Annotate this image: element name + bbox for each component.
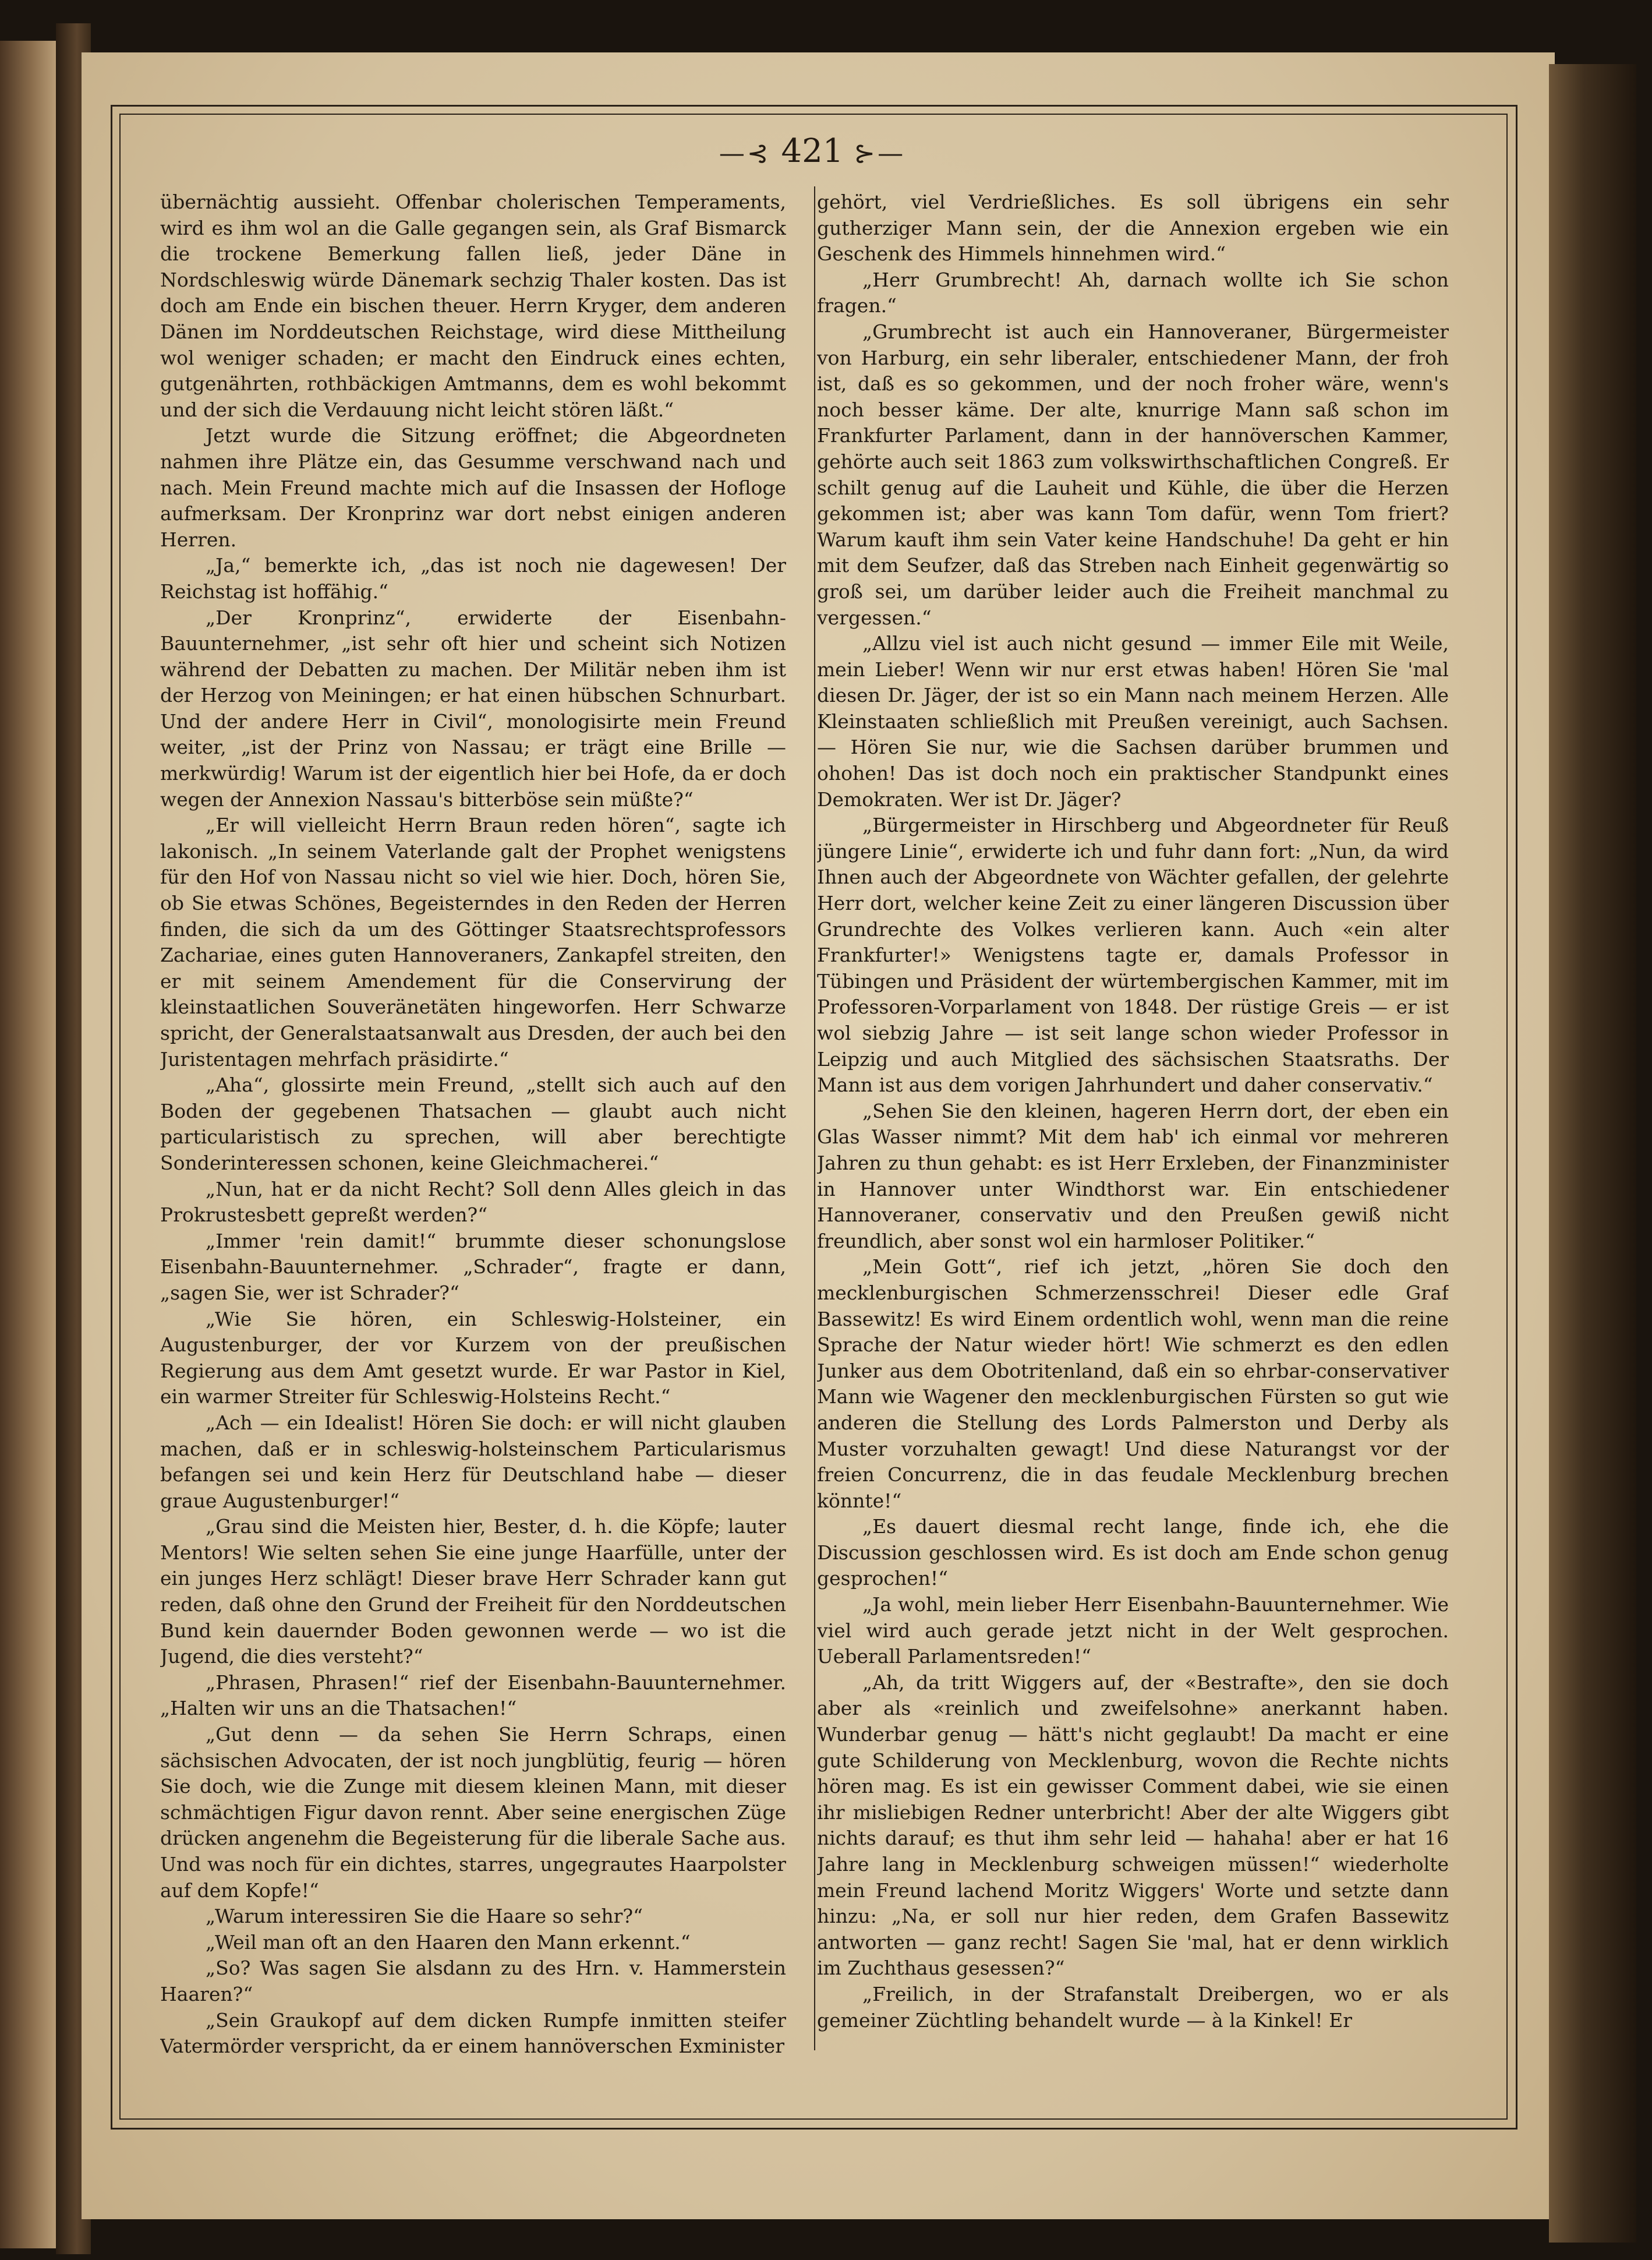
paragraph: „Gut denn — da sehen Sie Herrn Schraps, einen sächsischen Advocaten, der ist noch jungblütig, feurig — hören Sie doch, wie die Zunge mit diesem kleinen Mann, mit dieser schmächtigen Figur davon rennt. Aber seine energischen Züge drücken angenehm die Begeisterung für die liberale Sache aus. Und was noch für ein dichtes, starres, ungegrautes Haarpolster auf dem Kopfe!“ [160,1723,786,1902]
paragraph: „Sein Graukopf auf dem dicken Rumpfe inmitten steifer Vatermörder verspricht, da er einem hannöverschen Exminister [160,2008,786,2058]
right-text-column [817,189,1449,2100]
paragraph: „Allzu viel ist auch nicht gesund — immer Eile mit Weile, mein Lieber! Wenn wir nur erst etwas haben! Hören Sie 'mal diesen Dr. Jäger, der ist so ein Mann nach meinem Herzen. Alle Kleinstaaten schließlich mit Preußen vereinigt, auch Sachsen. — Hören Sie nur, wie die Sachsen darüber brummen und ohohen! Das ist doch noch ein praktischer Standpunkt eines Demokraten. Wer ist Dr. Jäger? [817,632,1449,811]
paragraph: gehört, viel Verdrießliches. Es soll übrigens ein sehr gutherziger Mann sein, der die Annexion ergeben wie ein Geschenk des Himmels hinnehmen wird.“ [817,190,1449,266]
paragraph: „Nun, hat er da nicht Recht? Soll denn Alles gleich in das Prokrustesbett gepreßt werden?“ [160,1177,786,1227]
page-stack-edge [1549,64,1636,2243]
paragraph: „Ja,“ bemerkte ich, „das ist noch nie dagewesen! Der Reichstag ist hoffähig.“ [160,554,786,603]
paragraph: übernächtig aussieht. Offenbar cholerischen Temperaments, wird es ihm wol an die Galle gegangen sein, als Graf Bismarck die trockene Bemerkung fallen ließ, jeder Däne in Nordschleswig würde Dänemark sechzig Thaler kosten. Das ist doch am Ende ein bischen theuer. Herrn Kryger, dem anderen Dänen im Norddeutschen Reichstage, wird diese Mittheilung wol weniger schaden; er macht den Eindruck eines echten, gutgenährten, rothbäckigen Amtmanns, dem es wohl bekommt und der sich die Verdauung nicht leicht stören läßt.“ [160,190,786,421]
paragraph: „Warum interessiren Sie die Haare so sehr?“ [206,1905,643,1928]
paragraph: „Immer 'rein damit!“ brummte dieser schonungslose Eisenbahn-Bauunternehmer. „Schrader“, fragte er dann, „sagen Sie, wer ist Schrader?“ [160,1229,786,1304]
paragraph: „Bürgermeister in Hirschberg und Abgeordneter für Reuß jüngere Linie“, erwiderte ich und fuhr dann fort: „Nun, da wird Ihnen auch der Abgeordnete von Wächter gefallen, der gelehrte Herr dort, welcher keine Zeit zu einer längeren Discussion über Grundrechte des Volkes verlieren kann. Auch «ein alter Frankfurter!» Wenigstens tagte er, damals Professor in Tübingen und Präsident der würtembergischen Kammer, mit im Professoren-Vorparlament von 1848. Der rüstige Greis — er ist wol siebzig Jahre — ist seit lange schon wieder Professor in Leipzig und auch Mitglied des sächsischen Staatsraths. Der Mann ist aus dem vorigen Jahrhundert und daher conservativ.“ [817,814,1449,1097]
paragraph: „So? Was sagen Sie alsdann zu des Hrn. v. Hammerstein Haaren?“ [160,1957,786,2005]
paragraph: Jetzt wurde die Sitzung eröffnet; die Abgeordneten nahmen ihre Plätze ein, das Gesumme verschwand nach und nach. Mein Freund machte mich auf die Insassen der Hofloge aufmerksam. Der Kronprinz war dort nebst einigen anderen Herren. [160,424,786,551]
paragraph: „Ja wohl, mein lieber Herr Eisenbahn-Bauunternehmer. Wie viel wird auch gerade jetzt nicht in der Welt gesprochen. Ueberall Parlamentsreden!“ [817,1593,1449,1668]
paragraph: „Es dauert diesmal recht lange, finde ich, ehe die Discussion geschlossen wird. Es ist doch am Ende schon genug gesprochen!“ [817,1515,1449,1590]
column-divider [814,186,815,2050]
paragraph: „Grau sind die Meisten hier, Bester, d. h. die Köpfe; lauter Mentors! Wie selten sehen Sie eine junge Haarfülle, unter der ein junges Herz schlägt! Dieser brave Herr Schrader kann gut reden, daß ohne den Grund der Freiheit für den Norddeutschen Bund kein dauernder Boden gewonnen werde — wo ist die Jugend, die dies versteht?“ [160,1515,786,1668]
paragraph: „Freilich, in der Strafanstalt Dreibergen, wo er als gemeiner Züchtling behandelt wurde — à la Kinkel! Er [817,1982,1449,2032]
paragraph: „Wie Sie hören, ein Schleswig-Holsteiner, ein Augustenburger, der vor Kurzem von der preußischen Regierung aus dem Amt gesetzt wurde. Er war Pastor in Kiel, ein warmer Streiter für Schleswig-Holsteins Recht.“ [160,1307,786,1408]
header-ornament-left: —⊰ [719,139,771,168]
paragraph: „Ach — ein Idealist! Hören Sie doch: er will nicht glauben machen, daß er in schleswig-holsteinschem Particularismus befangen sei und kein Herz für Deutschland habe — dieser graue Augustenburger!“ [160,1411,786,1512]
page-header [119,125,1505,178]
header-ornament-right: ⊱— [854,139,906,168]
page-number: 421 [781,132,844,170]
paragraph: „Sehen Sie den kleinen, hageren Herrn dort, der eben ein Glas Wasser nimmt? Mit dem hab' ich einmal vor mehreren Jahren zu thun gehabt: es ist Herr Erxleben, der Finanzminister in Hannover unter Windthorst war. Ein entschiedener Hannoveraner, conservativ und den Preußen gewiß nicht freundlich, aber sonst wol ein harmloser Politiker.“ [817,1099,1449,1252]
paragraph: „Phrasen, Phrasen!“ rief der Eisenbahn-Bauunternehmer. „Halten wir uns an die Thatsachen!“ [160,1671,786,1720]
paragraph: „Mein Gott“, rief ich jetzt, „hören Sie doch den mecklenburgischen Schmerzensschrei! Dieser edle Graf Bassewitz! Es wird Einem ordentlich wohl, wenn man die reine Sprache der Natur wieder hört! Wie schmerzt es den edlen Junker aus dem Obotritenland, daß ein so ehrbar-conservativer Mann wie Wagener den mecklenburgischen Fürsten so gut wie anderen die Stellung des Lords Palmerston und Derby als Muster vorzuhalten gewagt! Und diese Naturangst vor der freien Concurrenz, die in das feudale Mecklenburg brechen könnte!“ [817,1255,1449,1512]
left-text-column [160,189,786,2100]
paragraph: „Der Kronprinz“, erwiderte der Eisenbahn-Bauunternehmer, „ist sehr oft hier und scheint sich Notizen während der Debatten zu machen. Der Militär neben ihm ist der Herzog von Meiningen; er hat einen hübschen Schnurbart. Und der andere Herr in Civil“, monologisirte mein Freund weiter, „ist der Prinz von Nassau; er trägt eine Brille — merkwürdig! Warum ist der eigentlich hier bei Hofe, da er doch wegen der Annexion Nassau's bitterböse sein müßte?“ [160,606,786,811]
paragraph: „Grumbrecht ist auch ein Hannoveraner, Bürgermeister von Harburg, ein sehr liberaler, entschiedener Mann, der froh ist, daß es so gekommen, und der noch froher wäre, wenn's noch besser käme. Der alte, knurrige Mann saß schon im Frankfurter Parlament, dann in der hannöverschen Kammer, gehörte auch seit 1863 zum volkswirthschaftlichen Congreß. Er schilt genug auf die Lauheit und Kühle, die über die Herzen gekommen ist; aber was kann Tom dafür, wenn Tom friert? Warum kauft ihm sein Vater keine Handschuhe! Da geht er hin mit dem Seufzer, daß das Streben nach Einheit gegenwärtig so groß sei, um darüber leider auch die Freiheit manchmal zu vergessen.“ [817,320,1449,629]
paragraph: „Aha“, glossirte mein Freund, „stellt sich auch auf den Boden der gegebenen Thatsachen — glaubt auch nicht particularistisch zu sprechen, will aber berechtigte Sonderinteressen schonen, keine Gleichmacherei.“ [160,1074,786,1174]
paragraph: „Weil man oft an den Haaren den Mann erkennt.“ [206,1930,691,1954]
paragraph: „Herr Grumbrecht! Ah, darnach wollte ich Sie schon fragen.“ [817,268,1449,317]
paragraph: „Er will vielleicht Herrn Braun reden hören“, sagte ich lakonisch. „In seinem Vaterlande galt der Prophet wenigstens für den Hof von Nassau nicht so viel wie hier. Doch, hören Sie, ob Sie etwas Schönes, Begeisterndes in den Reden der Herren finden, die sich da um des Göttinger Staatsrechtsprofessors Zachariae, eines guten Hannoveraners, Zankapfel streiten, den er mit seinem Amendement für die Conservirung der kleinstaatlichen Souveränetäten hingeworfen. Herr Schwarze spricht, der Generalstaatsanwalt aus Dresden, der auch bei den Juristentagen mehrfach präsidirte.“ [160,814,786,1071]
paragraph: „Ah, da tritt Wiggers auf, der «Bestrafte», den sie doch aber als «reinlich und zweifelsohne» anerkannt haben. Wunderbar genug — hätt's nicht geglaubt! Da macht er eine gute Schilderung von Mecklenburg, wovon die Rechte nichts hören mag. Es ist ein gewisser Comment dabei, wie sie einen ihr misliebigen Redner unterbricht! Aber der alte Wiggers gibt nichts darauf; es thut ihm sehr leid — hahaha! aber er hat 16 Jahre lang in Mecklenburg schweigen müssen!“ wiederholte mein Freund lachend Moritz Wiggers' Worte und setzte dann hinzu: „Na, er soll nur hier reden, dem Grafen Bassewitz antworten — ganz recht! Sagen Sie 'mal, hat er denn wirklich im Zuchthaus gesessen?“ [817,1671,1449,1980]
